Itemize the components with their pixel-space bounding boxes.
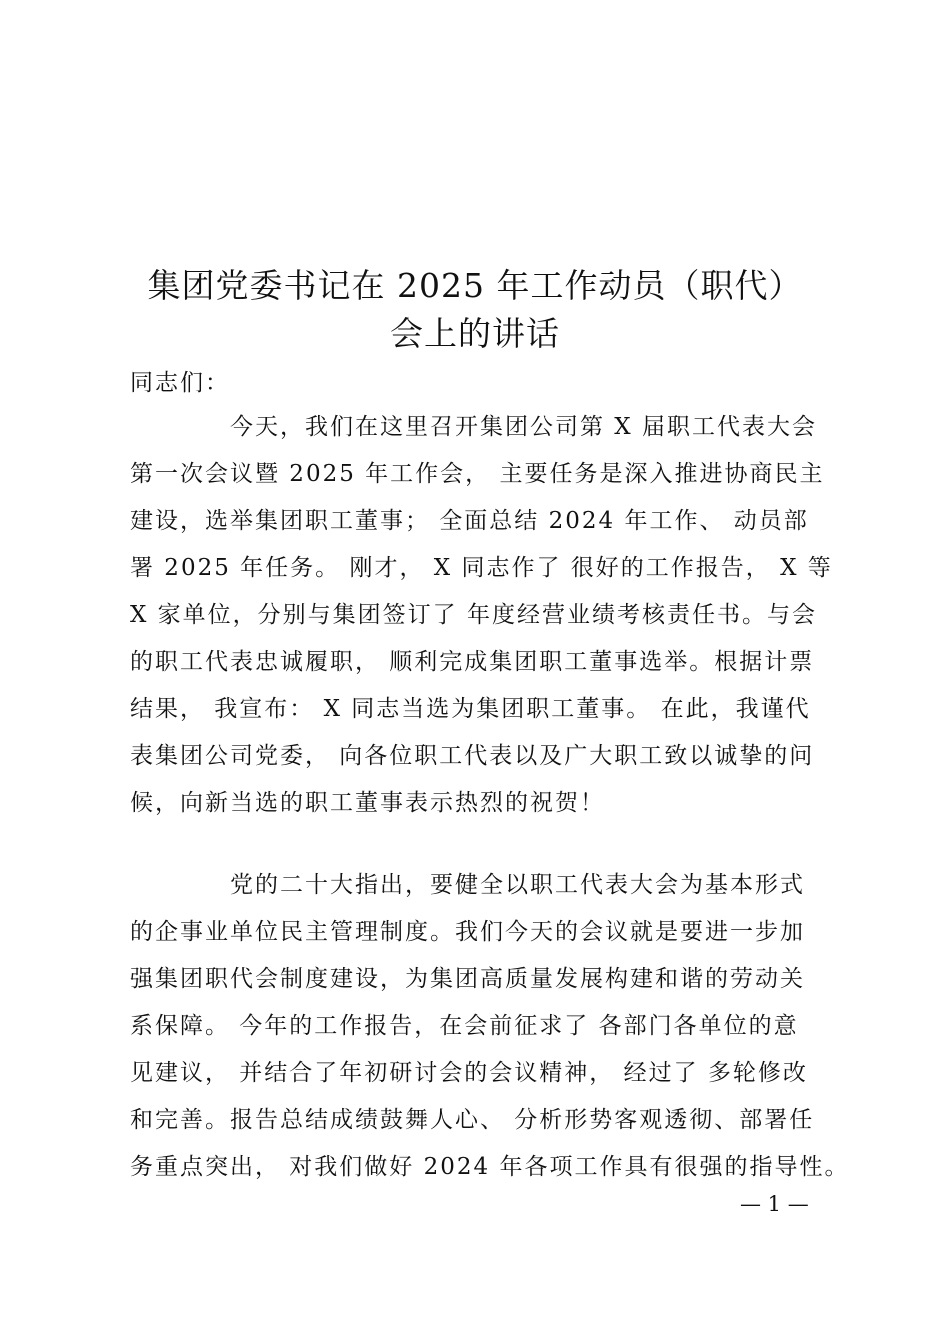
paragraph-line: 候，向新当选的职工董事表示热烈的祝贺！ [130,790,605,816]
paragraph-line: 和完善。报告总结成绩鼓舞人心、 分析形势客观透彻、部署任 [130,1107,815,1133]
paragraph-line: 结果， 我宣布： X 同志当选为集团职工董事。 在此，我谨代 [130,696,811,722]
salutation: 同志们： [130,370,230,396]
paragraph-line: 强集团职代会制度建设，为集团高质量发展构建和谐的劳动关 [130,966,805,992]
paragraph-line: 署 2025 年任务。 刚才， X 同志作了 很好的工作报告， X 等 [130,555,833,581]
document-title-line-2: 会上的讲话 [390,314,560,353]
paragraph-line: 系保障。 今年的工作报告，在会前征求了 各部门各单位的意 [130,1013,799,1039]
paragraph-line: 见建议， 并结合了年初研讨会的会议精神， 经过了 多轮修改 [130,1060,808,1086]
paragraph-line: 建设，选举集团职工董事； 全面总结 2024 年工作、 动员部 [130,508,809,534]
paragraph-line: 党的二十大指出，要健全以职工代表大会为基本形式 [230,872,805,898]
paragraph-line: X 家单位，分别与集团签订了 年度经营业绩考核责任书。与会 [130,602,817,628]
page-number: — 1 — [740,1192,809,1216]
paragraph-line: 的企事业单位民主管理制度。我们今天的会议就是要进一步加 [130,919,805,945]
document-title-line-1: 集团党委书记在 2025 年工作动员（职代） [147,266,803,305]
paragraph-line: 的职工代表忠诚履职， 顺利完成集团职工董事选举。根据计票 [130,649,815,675]
paragraph-line: 今天，我们在这里召开集团公司第 X 届职工代表大会 [230,414,817,440]
paragraph-line: 务重点突出， 对我们做好 2024 年各项工作具有很强的指导性。 [130,1154,850,1180]
paragraph-1 [130,404,833,827]
paragraph-line: 表集团公司党委， 向各位职工代表以及广大职工致以诚挚的问 [130,743,815,769]
paragraph-line: 第一次会议暨 2025 年工作会， 主要任务是深入推进协商民主 [130,461,825,487]
paragraph-2 [130,862,850,1191]
